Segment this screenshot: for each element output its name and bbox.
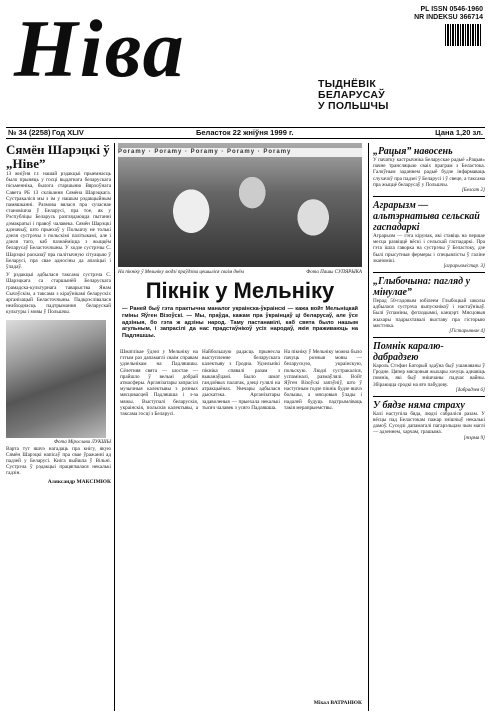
left-column [6, 143, 115, 711]
index-number: NR INDEKSU 366714 [414, 14, 483, 21]
newspaper-title: Ніва [14, 3, 186, 94]
brief-source: [тэрма 9] [463, 435, 485, 441]
left-article-body: 13 жніўня г.г. нашай рэдакцыі прыемнасць было прыняць у госці выдатнага беларускага пісьменніка, былога старшыню Вярхоўнага Савета РБ 13 склікання Сямёна Шарэцкага. Сустракаліся мы з ім у нашым рэдакцыйным памяшканні. Размова вялася пра сучаснае становішча ў Беларусі, пра тое, як у Рэспубліцы Беларусь разглядаюцца пытанні дэмакратыі і правоў чалавека. Сямён Шарэцкі адзначыў, што прыехаў у Польшчу не толькі дзеля сустрэчы з польскімі палітыкамі, але і дзеля таго, каб пазнаёміцца з жыццём беларусаў Беласточчыны. У ходзе сустрэчы С. Шарэцкі расказаў пра палітычную сітуацыю ў Беларусі, пра свае адносіны да апазіцыі і ўладаў. [6, 171, 111, 271]
photo-caption-text: На пікніку ў Мельніку людзі праўдзіва цешыліся сваім днём [118, 270, 244, 275]
banner-strip: Poramy · Poramy · Poramy · Poramy · Poramy [118, 148, 362, 157]
left-article-body-3: Варта тут яшчэ нагадаць пра кнігу, якую Сямён Шарэцкі напісаў пра свае ўражанні ад падзей у Беларусі. Кніга выйшла ў Вільні. Сустрэча ў рэдакцыі працягвалася некалькі гадзін. [6, 445, 111, 477]
issn-number: PL ISSN 0546-1960 [420, 6, 483, 13]
divider [373, 272, 485, 273]
brief-body: У пачатку кастрычніка Беларускае радыё «Рацыя» пачне трансляцыю сваіх праграм з Беластока. Галоўным заданнем радыё будзе інфармаваць слухачоў пра падзеі ў Беларусі і ў свеце, а таксама пра жыццё беларусаў у Польшчы. [373, 157, 485, 188]
left-article-body-2: У рэдакцыі адбылася таксама сустрэча С. Шарэцкага са старшынёй Беларускага грамадска-культурнага таварыства Янам Сычэўскім, а таксама з кіраўнікамі беларускіх арганізацый Беласточчыны. Падкрэслівалася неабходнасць падтрымання беларускай культуры і мовы ў Польшчы. [6, 272, 111, 316]
right-column [368, 143, 485, 711]
portrait-photo [6, 320, 106, 438]
left-author: Аляксандр МАКСІМЮК [47, 478, 111, 485]
brief-title[interactable]: Помнік каралю-дабрадзею [373, 341, 444, 364]
price: Цана 1,20 зл. [435, 128, 483, 137]
tagline-line: У ПОЛЬШЧЫ [318, 100, 389, 112]
picnic-photo-caption [118, 269, 362, 277]
masthead [6, 3, 485, 112]
brief-source: [аграрызм/стар. 3] [443, 264, 485, 270]
main-body-col3: На пікніку ў Мельніку можна было пачуць розныя мовы — беларускую, украінскую, польскую. Людзі сустракаліся, успаміналі, размаўлялі. Войт Яўген Візоўскі запэўніў, што ў наступным годзе пікнік будзе яшчэ большы, а мясцовыя ўлады і надалей будуць падтрымліваць такія мерапрыемствы. [284, 349, 362, 411]
brief-title[interactable]: „Глыбочына: пагляд у мінулае” [373, 276, 471, 299]
divider [373, 196, 485, 197]
left-photo-credit: Фота Мірослава ЛУКШЫ [54, 439, 111, 445]
issn-block [414, 6, 483, 22]
brief-body: Перад 50-гадовым юбілеем Глыбоцкай школы адбылася сустрэча выпускнікоў і настаўнікаў. Былі ўспаміны, фотаздымкі, канцэрт. Мясцовыя жыхары падрыхтавалі выставу пра гісторыю мястэчка. [373, 298, 485, 329]
divider [373, 337, 485, 338]
brief-body: Аграрызм — гэта кірунак, які ставіць на першае месца развіццё вёскі і сельскай гаспадаркі. Пра гэта ішла гаворка на сустрэчы ў Беластоку, дзе былі прысутныя фермеры і спецыялісты ў галіне эканомікі. [373, 233, 485, 264]
issue-year: Год XLIV [52, 128, 84, 137]
left-headline[interactable]: Сямён Шарэцкі ў „Ніве” [6, 142, 110, 171]
place-date: Беласток 22 жніўня 1999 г. [196, 128, 294, 137]
brief-source: [Гістарычнае 4] [449, 329, 485, 335]
brief-source: [Белсат 2] [461, 188, 485, 194]
main-body-col2: Найбольшую радасць прынесла выступленне беларускага калектыву з Гродна. Удзельнікі пікніка спявалі разам з выканаўцамі. Было шмат гандлёвых палатак, дзеці гулялі на атракцыёнах. Увечары адбылася дыскатэка. Арганізатары задаволеныя — прыехала некалькі тысяч чалавек з усяго Падляшша. [202, 349, 280, 411]
dateline-bar [6, 127, 485, 139]
brief-title[interactable]: Аграрызм — альтэрнатыва сельскай гаспадаркі [373, 200, 480, 234]
brief-source: [дабрадзея 6] [455, 387, 485, 393]
picnic-photo [118, 143, 362, 267]
main-author: Міхал ВАТРАНЮК [313, 700, 362, 706]
issue-number: № 34 (2258) [8, 128, 51, 137]
tagline-line: БЕЛАРУСАЎ [318, 89, 386, 101]
brief-body: Калі наступіла бяда, людзі сабраліся разам. У вёсцы пад Беластокам пажар знішчыў некалькі дамоў. Суседзі дапамагалі пагарэльцам чым маглі — адзеннем, харчам, грашыма. [373, 410, 485, 436]
main-headline[interactable]: Пікнік у Мельніку [145, 278, 335, 303]
brief-title[interactable]: У бядзе няма страху [373, 399, 465, 411]
divider [373, 396, 485, 397]
tagline-line: ТЫДНЁВІК [318, 78, 377, 90]
main-lead: — Раней быў гэта практычна маналог украінска-ўкраінскі — кажа войт Мельніцкай гміны Яўген Візоўскі. — Мы, праўда, кажам пра ўкраінцаў ці беларусаў, але ўсе адзіныя, бо гэта ж адзіны народ. Таму пастанавілі, каб свята было нашым агульным, і запрасілі да нас прадстаўнікоў усіх народаў, якія праживаюць на Падляшшы. [122, 306, 358, 340]
barcode-image [445, 24, 481, 46]
brief-body: Кароль Стэфан Баторый здаўна быў ушанаваны ў Гродне. Цяпер мясцовыя жыхары хочуць аднавіць помнік, які быў знішчаны падчас вайны. Збіраюцца сродкі на яго пабудову. [373, 363, 485, 388]
brief-title[interactable]: „Рацыя” навосень [373, 146, 453, 157]
main-body-col1: Шматлікае ўдзел у Мельніку на гэтым раз дапамаглі сваім справам удзельнікам на Падляшшы. Сёлетняя свята — шостае — прайшло ў вельмі добрай атмасферы. Арганізатары запрасілі музычныя калектывы з розных мясцовасцей Падляшша і з-за мяжы. Выступалі беларускія, украінскія, польскія калектывы, а таксама госці з Беларусі. [120, 349, 198, 418]
tagline [318, 79, 389, 112]
photo-credit: Фота Пашы СУПЯРЫКА [306, 270, 362, 275]
